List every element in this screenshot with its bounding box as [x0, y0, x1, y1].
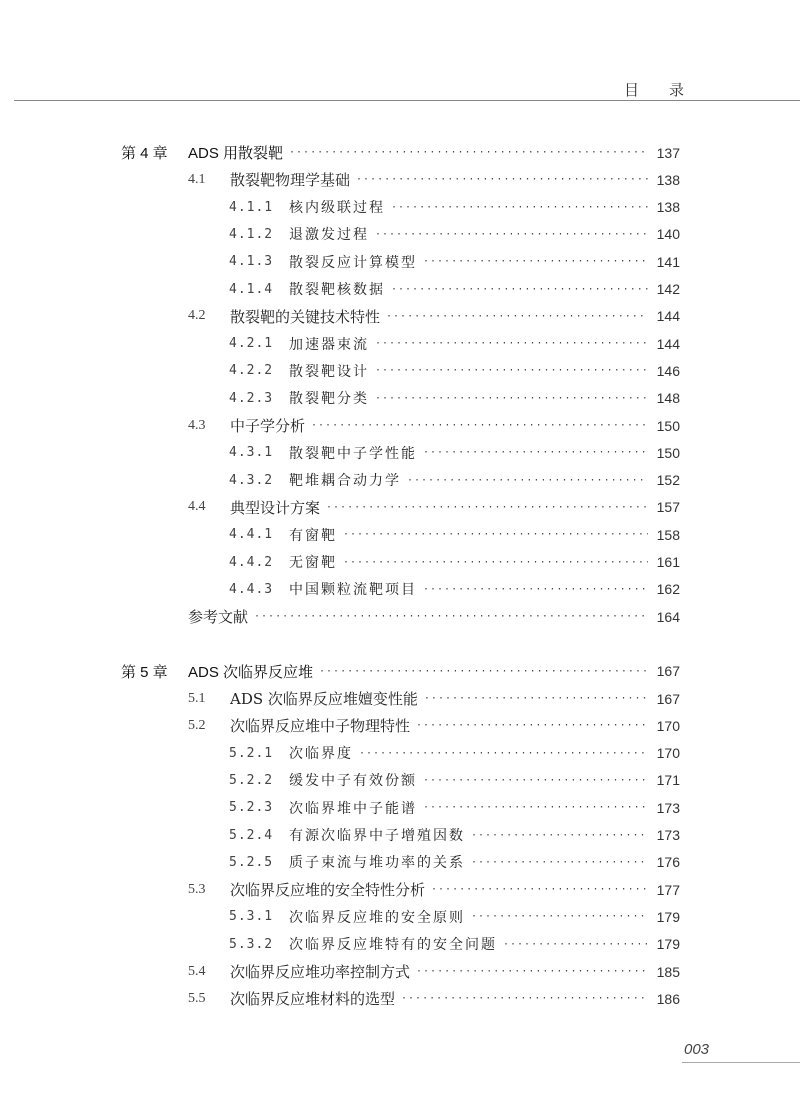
entry-title: 散裂反应计算模型	[289, 254, 417, 271]
entry-title: 散裂靶物理学基础	[230, 171, 351, 190]
leader-dots	[424, 685, 648, 712]
entry-number: 5.2.4	[229, 827, 274, 843]
running-header	[624, 79, 684, 100]
leader-dots	[319, 658, 648, 685]
entry-title: 中子学分析	[230, 417, 306, 435]
toc-references-entry[interactable]	[188, 603, 680, 630]
page-ref: 152	[656, 472, 680, 489]
entry-title: 散裂靶分类	[289, 391, 369, 408]
page-ref: 140	[656, 226, 680, 243]
toc-section-entry[interactable]	[188, 712, 680, 739]
page-ref: 170	[656, 717, 680, 734]
entry-title: 散裂靶的关键技术特性	[230, 307, 381, 326]
toc-section-entry[interactable]	[188, 685, 680, 712]
leader-dots	[289, 139, 648, 166]
page-ref: 171	[656, 772, 680, 789]
toc-section-entry[interactable]	[188, 166, 680, 193]
leader-dots	[375, 221, 648, 248]
toc-subsection-entry[interactable]	[229, 822, 680, 849]
chapter-title: ADS 次临界反应堆	[188, 663, 314, 681]
page-ref: 157	[656, 499, 680, 516]
page-ref: 167	[656, 663, 680, 680]
page-ref: 186	[656, 990, 680, 1007]
leader-dots	[343, 521, 648, 548]
toc-subsection-entry[interactable]	[229, 276, 680, 303]
page-ref: 173	[656, 799, 680, 816]
toc-subsection-entry[interactable]	[229, 439, 680, 466]
toc-subsection-entry[interactable]	[229, 903, 680, 930]
entry-number: 4.2.2	[229, 363, 274, 379]
header-char-1: 目	[624, 81, 640, 99]
leader-dots	[416, 712, 648, 739]
entry-number: 4.2.1	[229, 336, 274, 352]
entry-title: 核内级联过程	[289, 200, 385, 217]
entry-number: 4.4.3	[229, 581, 274, 597]
page-ref: 185	[656, 963, 680, 980]
toc-subsection-entry[interactable]	[229, 794, 680, 821]
leader-dots	[423, 576, 648, 603]
entry-title: 散裂靶中子学性能	[289, 445, 417, 462]
entry-number: 4.2	[188, 308, 206, 324]
entry-number: 4.4.1	[229, 527, 274, 543]
page-ref: 179	[656, 908, 680, 925]
entry-number: 4.1.3	[229, 254, 274, 270]
leader-dots	[471, 822, 648, 849]
leader-dots	[254, 603, 648, 630]
page-ref: 161	[656, 554, 680, 570]
toc-chapter-entry[interactable]	[121, 139, 680, 166]
entry-number: 5.3.2	[229, 936, 274, 952]
toc-subsection-entry[interactable]	[229, 385, 680, 412]
page-ref: 150	[656, 444, 680, 461]
leader-dots	[326, 494, 648, 521]
entry-number: 4.3.1	[229, 445, 274, 461]
toc-section-entry[interactable]	[188, 958, 680, 985]
toc-subsection-entry[interactable]	[229, 330, 680, 357]
entry-number: 4.1.4	[229, 281, 274, 297]
entry-number: 4.1.2	[229, 226, 274, 242]
header-rule	[14, 100, 800, 101]
page-number: 003	[684, 1041, 710, 1058]
entry-number: 5.2.2	[229, 772, 274, 788]
leader-dots	[471, 849, 648, 876]
page-ref: 164	[656, 608, 680, 625]
toc-subsection-entry[interactable]	[229, 549, 680, 576]
entry-number: 5.2.3	[229, 800, 274, 816]
leader-dots	[401, 985, 648, 1012]
leader-dots	[503, 931, 648, 958]
leader-dots	[407, 467, 648, 494]
leader-dots	[343, 549, 648, 576]
leader-dots	[359, 740, 648, 767]
leader-dots	[423, 248, 648, 275]
entry-number: 4.3.2	[229, 472, 274, 488]
entry-number: 4.1.1	[229, 199, 274, 215]
leader-dots	[391, 194, 648, 221]
entry-title: 次临界反应堆材料的选型	[230, 990, 396, 1009]
page-ref: 170	[656, 745, 680, 762]
chapter-label: 第 5 章	[121, 663, 168, 681]
page-ref: 173	[656, 827, 680, 843]
toc-chapter-entry[interactable]	[121, 658, 680, 685]
page-ref: 177	[656, 881, 680, 898]
entry-title: 有源次临界中子增殖因数	[289, 828, 465, 844]
toc-subsection-entry[interactable]	[229, 357, 680, 384]
chapter-label: 第 4 章	[121, 145, 168, 162]
entry-title: 次临界反应堆中子物理特性	[230, 717, 411, 736]
leader-dots	[431, 876, 648, 903]
entry-title: 散裂靶设计	[289, 363, 369, 380]
entry-title: 典型设计方案	[230, 498, 321, 517]
toc-subsection-entry[interactable]	[229, 849, 680, 876]
entry-number: 5.1	[188, 690, 206, 706]
entry-number: 5.2.1	[229, 745, 274, 761]
entry-number: 5.4	[188, 963, 206, 979]
entry-title: ADS 次临界反应堆嬗变性能	[230, 690, 418, 708]
entry-number: 5.2	[188, 717, 206, 733]
toc-subsection-entry[interactable]	[229, 248, 680, 275]
leader-dots	[375, 357, 648, 384]
toc-subsection-entry[interactable]	[229, 931, 680, 958]
entry-title: 散裂靶核数据	[289, 282, 385, 298]
entry-number: 4.3	[188, 417, 206, 433]
leader-dots	[375, 330, 648, 357]
entry-title: 次临界堆中子能谱	[289, 800, 417, 817]
page-ref: 150	[656, 417, 680, 434]
page-ref: 158	[656, 526, 680, 543]
entry-title: 次临界反应堆特有的安全问题	[289, 937, 497, 954]
toc-section-entry[interactable]	[188, 412, 680, 439]
entry-number: 4.4	[188, 499, 206, 515]
entry-title: 次临界反应堆的安全原则	[289, 909, 465, 926]
page-ref: 138	[656, 171, 680, 188]
leader-dots	[375, 385, 648, 412]
toc-section-entry[interactable]	[188, 985, 680, 1012]
page-ref: 137	[656, 144, 680, 161]
leader-dots	[471, 903, 648, 930]
page-ref: 142	[656, 281, 680, 297]
leader-dots	[386, 303, 648, 330]
leader-dots	[356, 166, 648, 193]
entry-number: 5.3	[188, 881, 206, 897]
toc-section-entry[interactable]	[188, 494, 680, 521]
toc-subsection-entry[interactable]	[229, 767, 680, 794]
entry-number: 4.2.3	[229, 390, 274, 406]
entry-title: 中国颗粒流靶项目	[289, 582, 417, 599]
leader-dots	[311, 412, 648, 439]
entry-title: 次临界反应堆的安全特性分析	[230, 881, 426, 900]
entry-title: 缓发中子有效份额	[289, 773, 417, 790]
toc-subsection-entry[interactable]	[229, 467, 680, 494]
page-ref: 167	[656, 690, 680, 707]
entry-title: 无窗靶	[289, 555, 337, 571]
toc-subsection-entry[interactable]	[229, 221, 680, 248]
page-ref: 144	[656, 308, 680, 325]
entry-title: 质子束流与堆功率的关系	[289, 855, 465, 872]
chapter-title: ADS 用散裂靶	[188, 145, 284, 162]
entry-title: 靶堆耦合动力学	[289, 473, 401, 490]
page-ref: 144	[656, 335, 680, 352]
entry-title: 参考文献	[188, 608, 249, 627]
toc-subsection-entry[interactable]	[229, 521, 680, 548]
page-ref: 148	[656, 390, 680, 407]
entry-title: 有窗靶	[289, 527, 337, 544]
entry-number: 5.2.5	[229, 854, 274, 870]
entry-title: 次临界反应堆功率控制方式	[230, 963, 411, 981]
toc-subsection-entry[interactable]	[229, 576, 680, 603]
leader-dots	[416, 958, 648, 985]
toc-subsection-entry[interactable]	[229, 740, 680, 767]
entry-number: 4.4.2	[229, 554, 274, 570]
footer-rule	[682, 1062, 800, 1063]
entry-title: 退激发过程	[289, 227, 369, 244]
leader-dots	[423, 439, 648, 466]
toc-subsection-entry[interactable]	[229, 194, 680, 221]
page-ref: 146	[656, 362, 680, 379]
entry-title: 加速器束流	[289, 336, 369, 353]
header-char-2: 录	[669, 81, 685, 99]
leader-dots	[423, 767, 648, 794]
page-ref: 141	[656, 253, 680, 270]
entry-number: 5.5	[188, 990, 206, 1006]
page-ref: 179	[656, 936, 680, 953]
entry-number: 4.1	[188, 171, 206, 187]
entry-title: 次临界度	[289, 746, 353, 763]
leader-dots	[391, 276, 648, 303]
page-ref: 138	[656, 199, 680, 216]
toc-section-entry[interactable]	[188, 876, 680, 903]
page-ref: 162	[656, 581, 680, 598]
toc-section-entry[interactable]	[188, 303, 680, 330]
entry-number: 5.3.1	[229, 909, 274, 925]
page-ref: 176	[656, 854, 680, 871]
leader-dots	[423, 794, 648, 821]
